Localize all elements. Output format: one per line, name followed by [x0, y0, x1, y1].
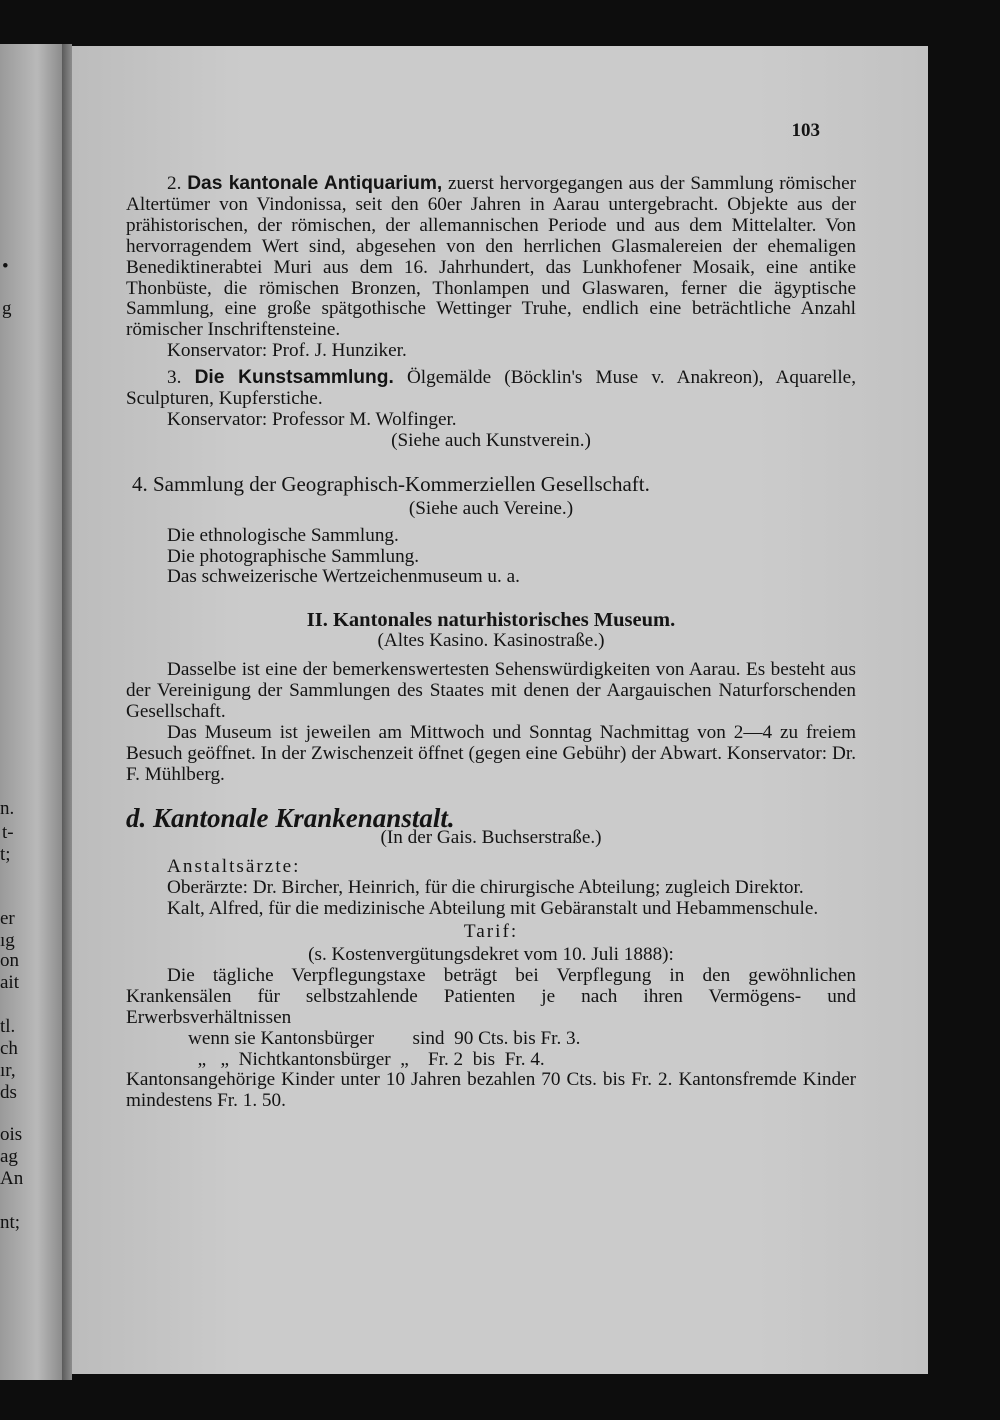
left-fragment: t- [2, 822, 14, 843]
left-fragment: g [2, 298, 12, 319]
paragraph: Kantonsangehörige Kinder unter 10 Jahren bezahlen 70 Cts. bis Fr. 2. Kantonsfremde Kinder mindestens Fr. 1. 50. [126, 1069, 856, 1112]
left-fragment: ds [0, 1082, 17, 1103]
curator-line: Konservator: Professor M. Wolfinger. [167, 408, 457, 430]
left-fragment: er [0, 908, 15, 929]
section-number: 3. [167, 367, 182, 389]
location-note: (In der Gais. Buchserstraße.) [380, 827, 602, 849]
section-antiquarium [126, 174, 856, 341]
tariff-reference: (s. Kostenvergütungsdekret vom 10. Juli 1888): [308, 944, 674, 965]
page-text [126, 174, 856, 1112]
list-item: Die ethnologische Sammlung. [167, 524, 399, 546]
section-text: Ölgemälde (Böcklin's Muse v. Anakreon), Aquarelle, Sculpturen, Kupferstiche. [126, 367, 856, 410]
section-heading: II. Kantonales naturhistorisches Museum. [306, 609, 676, 632]
tariff-row: „ „ Nichtkantonsbürger „ Fr. 2 bis Fr. 4. [188, 1048, 545, 1070]
section-kunstsammlung [126, 368, 856, 410]
section-heading: d. Kantonale Krankenanstalt. [126, 802, 455, 833]
list-item: Das schweizerische Wertzeichenmuseum u. a. [167, 566, 520, 588]
section-title: Die Kunstsammlung. [194, 367, 394, 389]
location-note: (Altes Kasino. Kasinostraße.) [377, 630, 605, 652]
left-fragment: • [2, 256, 9, 277]
section-title: Das kantonale Antiquarium, [187, 173, 443, 194]
left-fragment: t; [0, 844, 11, 865]
doctors-label: Anstaltsärzte: [167, 856, 301, 878]
left-fragment: ois [0, 1124, 23, 1145]
section-number: 2. [167, 173, 182, 194]
book-page [72, 46, 928, 1374]
left-fragment: ait [0, 972, 19, 993]
page-number: 103 [791, 120, 820, 141]
left-fragment: ch [0, 1038, 18, 1059]
left-page-edge [0, 44, 62, 1380]
curator-line: Konservator: Prof. J. Hunziker. [167, 340, 407, 362]
paragraph: Das Museum ist jeweilen am Mittwoch und Sonntag Nachmittag von 2—4 zu freiem Besuch geöffnet. In der Zwischenzeit öffnet (gegen eine Gebühr) der Abwart. Konservator: Dr. F. Mühlberg. [126, 721, 856, 785]
list-item: Die photographische Sammlung. [167, 545, 420, 567]
see-also-note: (Siehe auch Kunstverein.) [391, 429, 591, 451]
left-fragment: n. [0, 798, 15, 819]
book-gutter [62, 44, 72, 1380]
left-fragment: ag [0, 1146, 18, 1167]
paragraph: Dasselbe ist eine der bemerkenswertesten Sehenswürdigkeiten von Aarau. Es besteht aus der Vereinigung der Sammlungen des Staates mit denen der Aargauischen Naturforschenden Gesellschaft. [126, 659, 856, 722]
left-fragment: ır, [0, 1060, 16, 1081]
tariff-label: Tarif: [463, 921, 519, 943]
section-heading: 4. Sammlung der Geographisch-Kommerziellen Gesellschaft. [132, 471, 650, 496]
paragraph: Die tägliche Verpflegungstaxe beträgt bei Verpflegung in den gewöhnlichen Krankensälen für selbstzahlende Patienten je nach ihren Vermögens- und Erwerbsverhältnissen [126, 964, 856, 1028]
see-also-note: (Siehe auch Vereine.) [408, 497, 574, 519]
left-fragment: on [0, 950, 19, 971]
left-fragment: tl. [0, 1016, 16, 1037]
paragraph: Kalt, Alfred, für die medizinische Abteilung mit Gebäranstalt und Hebammenschule. [167, 898, 819, 920]
left-fragment: An [0, 1168, 24, 1189]
tariff-row: wenn sie Kantonsbürger sind 90 Cts. bis Fr. 3. [188, 1027, 581, 1049]
section-text: zuerst hervorgegangen aus der Sammlung römischer Altertümer von Vindonissa, seit den 60er Jahren in Aarau untergebracht. Objekte aus der prähistorischen, der römischen, der allemannischen Periode und aus dem Mittelalter. Von hervorragendem Wert sind, abgesehen von den herrlichen Glasmalereien der ehemaligen Benediktinerabtei Muri aus dem 16. Jahrhundert, das Lunkhofener Mosaik, eine antike Thonbüste, die römischen Bronzen, Thonlampen und Glaswaren, ferner die ägyptische Sammlung, eine große spätgothische Wettinger Truhe, endlich eine beträchtliche Anzahl römischer Inschriftensteine. [126, 173, 856, 341]
paragraph: Oberärzte: Dr. Bircher, Heinrich, für die chirurgische Abteilung; zugleich Direktor. [167, 877, 804, 899]
left-fragment: ıg [0, 930, 15, 951]
left-fragment: nt; [0, 1212, 21, 1233]
